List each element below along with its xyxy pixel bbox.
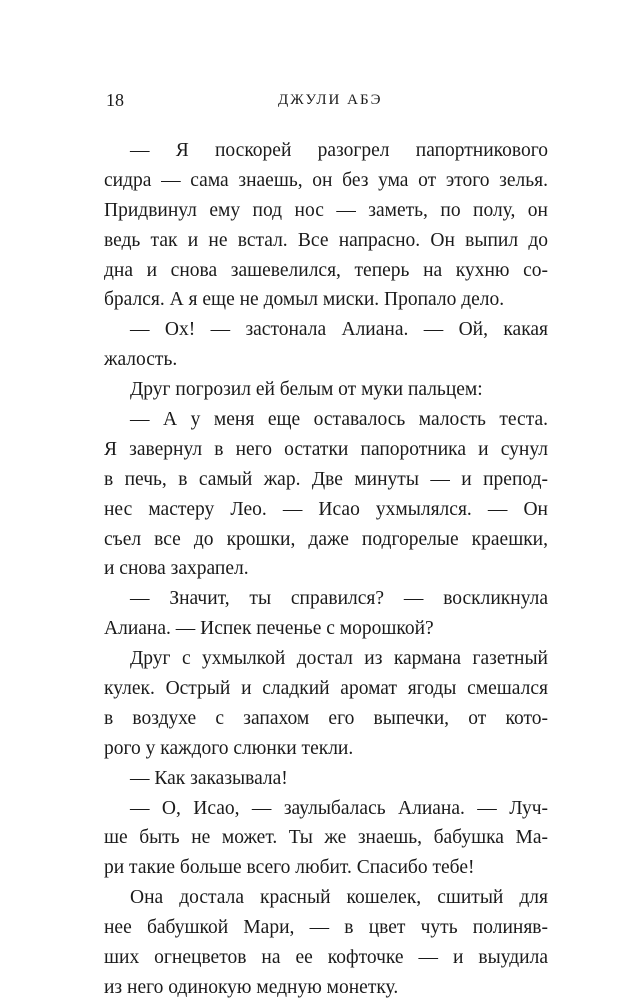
text-line: дна и снова зашевелился, теперь на кухню со- [104,259,548,281]
text-line: Друг с ухмылкой достал из кармана газетный [130,648,548,670]
text-line: — Я поскорей разогрел папортникового [130,140,548,161]
text-body [104,136,548,1003]
text-line: — О, Исао, — заулыбалась Алиана. — Луч- [130,797,548,819]
running-head-author: ДЖУЛИ АБЭ [278,92,383,108]
text-line: кулек. Острый и сладкий аромат ягоды смешался [104,678,548,700]
text-line: рого у каждого слюнки текли. [104,737,354,759]
text-line: — Как заказывала! [130,767,288,789]
running-head [106,88,546,112]
text-line: — Значит, ты справился? — воскликнула [130,588,548,610]
text-line: нее бабушкой Мари, — в цвет чуть полиняв- [104,917,548,939]
text-line: сидра — сама знаешь, он без ума от этого зелья. [104,169,548,191]
text-line: ше быть не может. Ты же знаешь, бабушка Ма- [104,827,548,849]
text-line: — А у меня еще оставалось малость теста. [130,409,548,431]
text-line: Она достала красный кошелек, сшитый для [130,887,548,909]
text-line: Я завернул в него остатки папоротника и сунул [104,438,548,460]
text-line: жалость. [104,349,178,371]
text-line: нес мастеру Лео. — Исао ухмылялся. — Он [104,498,548,520]
text-line: ших огнецветов на ее кофточке — и выудила [104,947,548,969]
text-line: Алиана. — Испек печенье с морошкой? [104,618,434,640]
text-line: брался. А я еще не домыл миски. Пропало дело. [104,289,505,311]
text-line: и снова захрапел. [104,558,249,580]
text-line: из него одинокую медную монетку. [104,976,399,998]
text-line: съел все до крошки, даже подгорелые краешки, [104,528,548,550]
text-line: ри такие больше всего любит. Спасибо тебе! [104,857,475,879]
text-line: Придвинул ему под нос — заметь, по полу, он [104,199,548,221]
text-line: — Ох! — застонала Алиана. — Ой, какая [130,319,548,341]
text-line: Друг погрозил ей белым от муки пальцем: [130,379,483,401]
page-number: 18 [106,90,124,110]
text-line: в воздухе с запахом его выпечки, от кото- [104,707,548,729]
text-line: в печь, в самый жар. Две минуты — и препод- [104,468,548,490]
text-line: ведь так и не встал. Все напрасно. Он выпил до [104,229,548,251]
